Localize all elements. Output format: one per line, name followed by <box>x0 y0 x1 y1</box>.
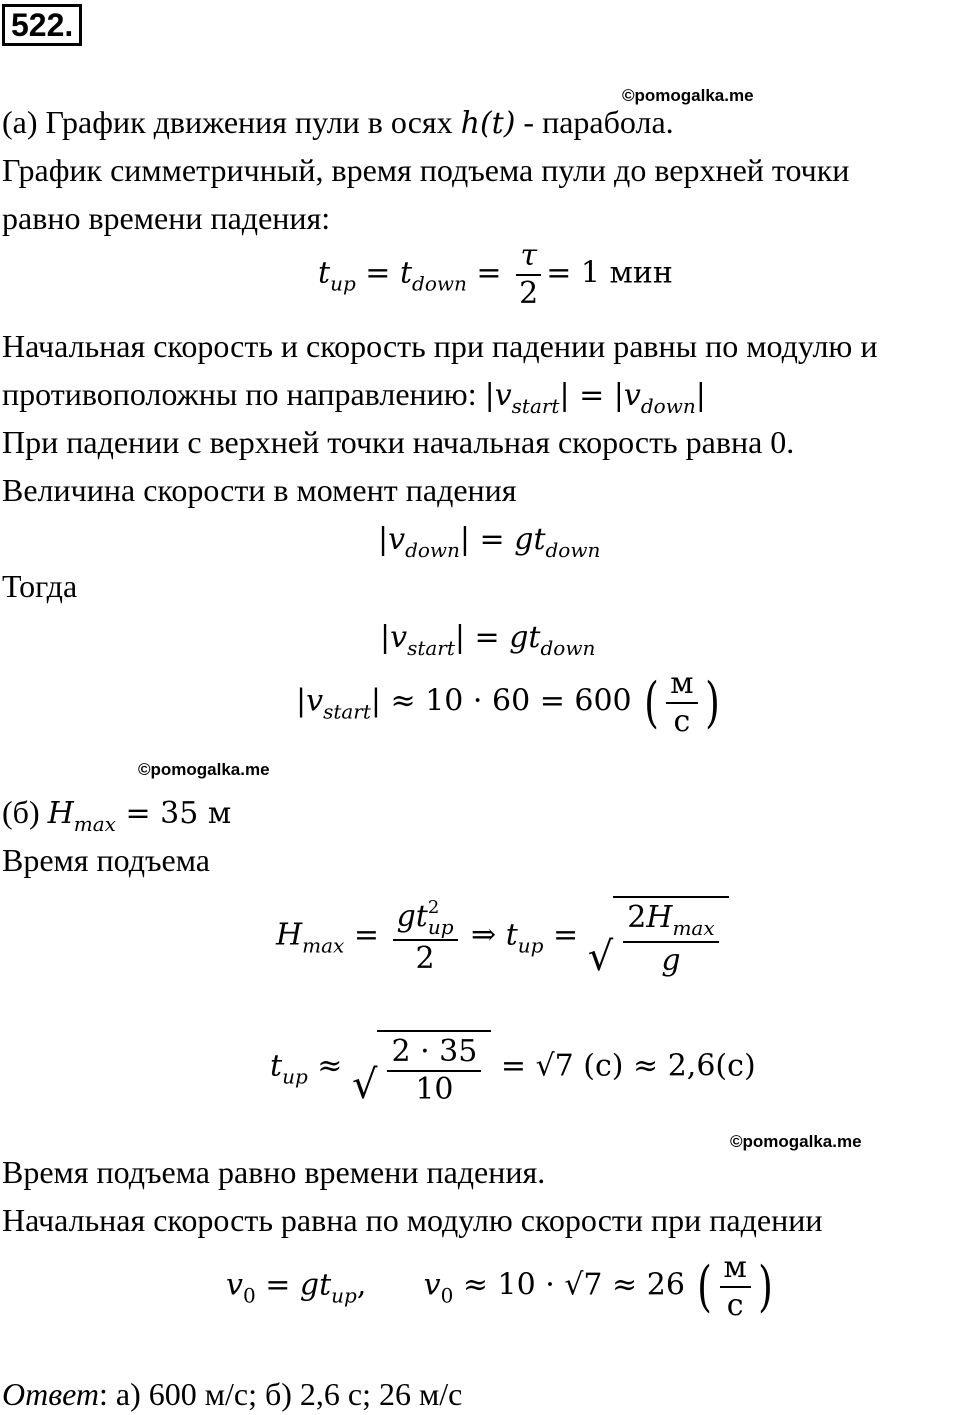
equation-tup-value: $t_{up}$ ≈ √ $\frac{2 \cdot 35}{10}$ = √7 (с) ≈ 2,6(с) <box>270 1030 756 1105</box>
equation-v0: $v_0 = gt_{up}$, $v_0 \approx 10 \cdot √7 \approx 26$ ( $\frac{м}{с}$ ) <box>226 1250 773 1323</box>
eq1-unit: = 1 мин <box>546 255 673 291</box>
equation-vstart: $|v_{start}| = gt_{down}$ <box>380 620 596 660</box>
part-a-line5: противоположны по направлению: $|v_{start}| = |v_{down}|$ <box>2 376 706 418</box>
answer <box>2 1376 462 1413</box>
part-a-line4: Начальная скорость и скорость при падении равны по модулю и <box>2 328 878 364</box>
math-ht: h(t) <box>460 106 516 141</box>
answer-text: : а) 600 м/с; б) 2,6 с; 26 м/с <box>99 1376 463 1412</box>
equation-vdown: $|v_{down}| = gt_{down}$ <box>378 522 601 562</box>
text: противоположны по направлению: <box>2 376 485 412</box>
unit-den: с <box>726 1287 744 1323</box>
eq-result: ≈ 10 · 60 = 600 <box>390 683 632 719</box>
part-b-line1: (б) $H_{max} = 35$ м <box>2 794 232 836</box>
equation-tup-tdown: $t_{up} = t_{down}$ = $\frac{\tau}{2}$ = 1 мин <box>318 238 673 311</box>
sqrt-den: 10 <box>415 1071 454 1107</box>
part-a-line6: При падении с верхней точки начальная скорость равна 0. <box>2 424 795 460</box>
text: (б) <box>2 794 48 830</box>
watermark: ©pomogalka.me <box>730 1132 862 1151</box>
v0-result: ≈ 10 · √7 ≈ 26 <box>462 1267 685 1303</box>
part-a-line3: равно времени падения: <box>2 200 331 236</box>
part-b-line3: Время подъема равно времени падения. <box>2 1154 546 1190</box>
sqrt-result: = √7 (с) ≈ 2,6(с) <box>500 1048 756 1084</box>
watermark: ©pomogalka.me <box>622 86 754 105</box>
unit-num: м <box>666 668 697 704</box>
part-a-line1 <box>2 104 674 141</box>
answer-label: Ответ <box>2 1376 99 1412</box>
equation-hmax: $H_{max}$ = gt 2 up 2 ⇒ $t_{up}$ = √ $\frac{2H_{max}}{g}$ <box>276 896 729 977</box>
part-a-line2: График симметричный, время подъема пули до верхней точки <box>2 152 850 188</box>
text: (а) График движения пули в осях <box>2 104 461 140</box>
part-a-line8: Тогда <box>2 568 78 604</box>
text: - парабола. <box>515 104 674 140</box>
part-a-line7: Величина скорости в момент падения <box>2 472 517 508</box>
equation-vstart-value: $|v_{start}| \approx 10 \cdot 60 = 600$ ( $\frac{м}{с}$ ) <box>296 666 720 739</box>
hmax-value: = 35 м <box>125 796 232 831</box>
part-b-line4: Начальная скорость равна по модулю скорости при падении <box>2 1202 823 1238</box>
sqrt-num: 2 · 35 <box>387 1036 481 1072</box>
part-b-line2: Время подъема <box>2 842 210 878</box>
unit-den: с <box>673 703 691 739</box>
unit-num: м <box>720 1252 751 1288</box>
problem-number: 522. <box>2 4 82 46</box>
watermark: ©pomogalka.me <box>138 760 270 779</box>
